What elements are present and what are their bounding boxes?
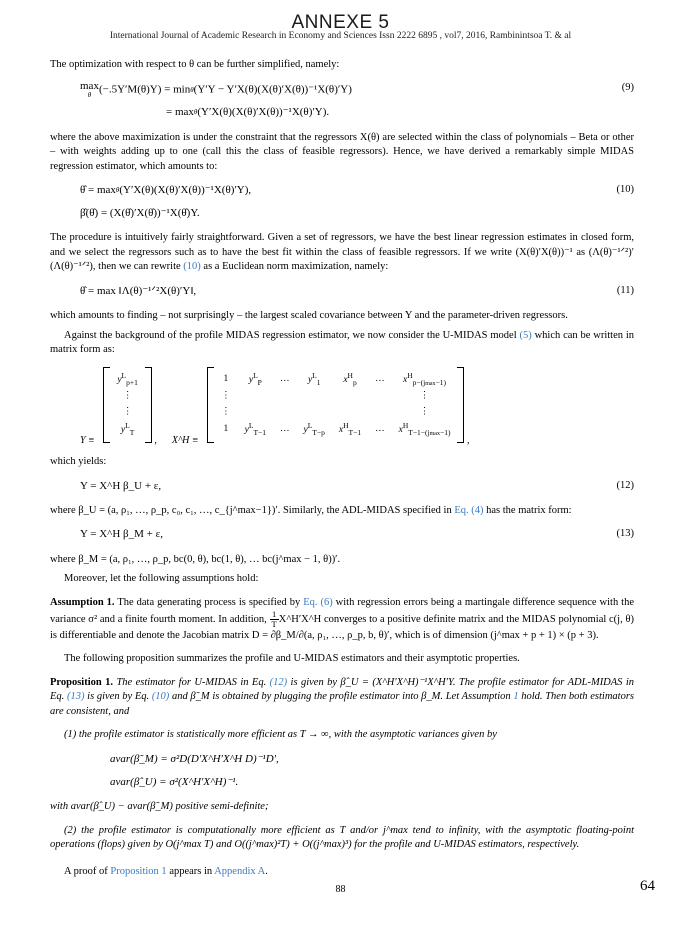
paragraph-constraint: where the above maximization is under the constraint that the regressors X(θ) are selected within the class of polynomials – Beta or other – with weights adding up to one (call this the class of feasible regressors). Hence, we have derived a remarkably simple MIDAS regression estimator, which amounts to: [50,131,634,172]
max-subscript-theta: θ [115,186,120,195]
running-head: International Journal of Academic Research in Economy and Sciences Issn 2222 6895 , vol7, 2016, Rambinintsoa T. & al [109,31,572,41]
link-eq-12[interactable]: (12) [269,676,288,688]
equation-11: θ̂ = max ‖Λ(θ)⁻¹ᐟ²X(θ)′Y‖, (11) [80,284,634,297]
bracket-right-x [457,367,464,443]
equation-12: Y = X^H β_U + ε, (12) [80,479,634,492]
page-number: 88 [335,884,346,895]
avar-equation-1: avar(β̃_M) = σ²D(D′X^H′X^H D)⁻¹D′, [110,752,279,765]
paragraph-proof-ref: A proof of Proposition 1 appears in Appendix A. [64,865,268,877]
paragraph-intro: The optimization with respect to θ can be further simplified, namely: [50,59,340,70]
equation-number-12: (12) [616,479,634,491]
equation-number-13: (13) [616,528,634,540]
equation-number-10: (10) [616,184,634,196]
link-eq-10-b[interactable]: (10) [151,691,170,703]
avar-equation-2: avar(β̂_U) = σ²(X^H′X^H)⁻¹. [110,776,239,789]
proposition-item-2: (2) the profile estimator is computationally more efficient as T and/or j^max tend to infinity, with the asymptotic floating-point operations (flops) given by O(j^max T) and O((j^max)²T) + O((j^max)³) for the profile and U-MIDAS estimators, respectively. [50,824,634,851]
paragraph-yields: which yields: [50,456,107,468]
paragraph-assumptions-lead: Moreover, let the following assumptions hold: [64,573,259,585]
bracket-left-x [207,367,214,443]
matrix-trailing: , [466,434,470,446]
paragraph-beta-m: where β_M = (a, ρ₁, …, ρ_p, bc(0, θ), bc(1, θ), … bc(j^max − 1, θ))′. [50,553,341,565]
link-eq-6[interactable]: Eq. (6) [303,596,333,608]
article-body [50,58,634,888]
corner-page-number: 64 [640,878,655,894]
paragraph-semidefinite: with avar(β̂_U) − avar(β̃_M) positive semi-definite; [50,801,269,813]
equation-number-9: (9) [621,82,634,94]
table-row: ⋮ ⋮ [221,391,430,402]
proposition-heading: Proposition 1. [50,676,114,688]
link-eq-13[interactable]: (13) [66,691,85,703]
bracket-right [145,367,152,443]
equation-9: max θ (−.5Y′M(θ)Y) = min θ (Y′Y − Y′X(θ)(X(θ)′X(θ))⁻¹X(θ)′Y) = max θ (Y′X(θ)(X(θ)′X(θ))⁻¹X(θ)′Y). (9) [80,80,634,119]
link-eq-4[interactable]: Eq. (4) [454,504,484,516]
paragraph-umidas: Against the background of the profile MIDAS regression estimator, we now consider the U-MIDAS model (5) which can be written in matrix form as: [50,329,634,356]
paragraph-beta-u: where β_U = (a, ρ₁, …, ρ_p, c₀, c₁, …, c_{j^max−1})′. Similarly, the ADL-MIDAS specified in Eq. (4) has the matrix form: [50,504,572,516]
max-operator: max θ [80,80,99,100]
matrix-x-label: X^H ≡ [171,434,199,446]
link-appendix-a[interactable]: Appendix A [214,865,266,877]
assumption-heading: Assumption 1. [50,596,115,608]
table-row: 1 $y^L_{T-1}$ … $y^L_{T-p}$ $x^H_{T-1}$ … $x^H_{T-1-(jmax-1)}$ [223,420,451,437]
equation-10: θ̂ = max θ (Y′X(θ)(X(θ)′X(θ))⁻¹X(θ)′Y), β̂(θ̂) = (X(θ̂)′X(θ̂))⁻¹X(θ̂)Y. (10) [80,184,634,220]
proposition-item-1: (1) the profile estimator is statistically more efficient as T → ∞, with the asymptotic variances given by [64,729,497,741]
matrix-x [207,367,464,443]
table-row: 1 $y^L_P$ … $y^L_1$ $x^H_p$ … $x^H_{p-(jmax-1)}$ [223,371,447,388]
matrix-y-label: Y ≡ [80,434,95,446]
bracket-left [103,367,110,443]
fraction-one-over-t: $\frac{1}{T}$ [271,609,277,630]
link-assumption-1[interactable]: 1 [513,691,519,703]
equation-13: Y = X^H β_M + ε, (13) [80,528,634,541]
link-eq-5[interactable]: (5) [519,329,532,341]
table-row: ⋮ ⋮ [221,406,430,417]
matrix-y: $y^L_{p+1}$ ⋮ ⋮ $y^L_T$ [103,367,152,443]
equation-number-11: (11) [616,284,634,296]
paragraph-covariance: which amounts to finding – not surprisingly – the largest scaled covariance between Y and the parameter-driven regressors. [50,310,568,322]
link-eq-10[interactable]: (10) [183,261,201,273]
matrix-comma: , [154,434,170,446]
link-proposition-1[interactable]: Proposition 1 [110,865,167,877]
min-subscript: θ [190,85,194,94]
annexe-title: ANNEXE 5 [291,12,390,33]
paragraph-procedure: The procedure is intuitively fairly straightforward. Given a set of regressors, we have the best linear regression estimates in closed form, and we select the regressors such as to have the best fit within the class of feasible regressors. If we write (X(θ)′X(θ))⁻¹ as (Λ(θ)⁻¹ᐟ²)′(Λ(θ)⁻¹ᐟ²), then we can rewrite (10) as a Euclidean norm maximization, namely: [50,232,634,273]
proposition-1: Proposition 1. The estimator for U-MIDAS in Eq. (12) is given by β̂_U = (X^H′X^H)⁻¹X^H′Y. The profile estimator for ADL-MIDAS in Eq. (13) is given by Eq. (10) and β̃_M is obtained by plugging the profile estimator into β_M. Let Assumption 1 hold. Then both estimators are consistent, and [50,676,635,717]
assumption-1: Assumption 1. The data generating process is specified by Eq. (6) with regression errors being a martingale difference sequence with the variance σ² and a finite fourth moment. In addition, $\frac{1}{T}$ X^H′X^H converges to a positive definite matrix and the MIDAS polynomial c(j, θ) is differentiable and denote the Jacobian matrix D = ∂β_M/∂(a, ρ₁, …, ρ_p, b, θ)′, which is of dimension (j^max + p + 1) × (p + 3). [50,596,634,641]
matrix-display [50,367,634,448]
paragraph-proposition-lead: The following proposition summarizes the profile and U-MIDAS estimators and their asymptotic properties. [64,653,520,665]
max-subscript: θ [193,108,198,117]
